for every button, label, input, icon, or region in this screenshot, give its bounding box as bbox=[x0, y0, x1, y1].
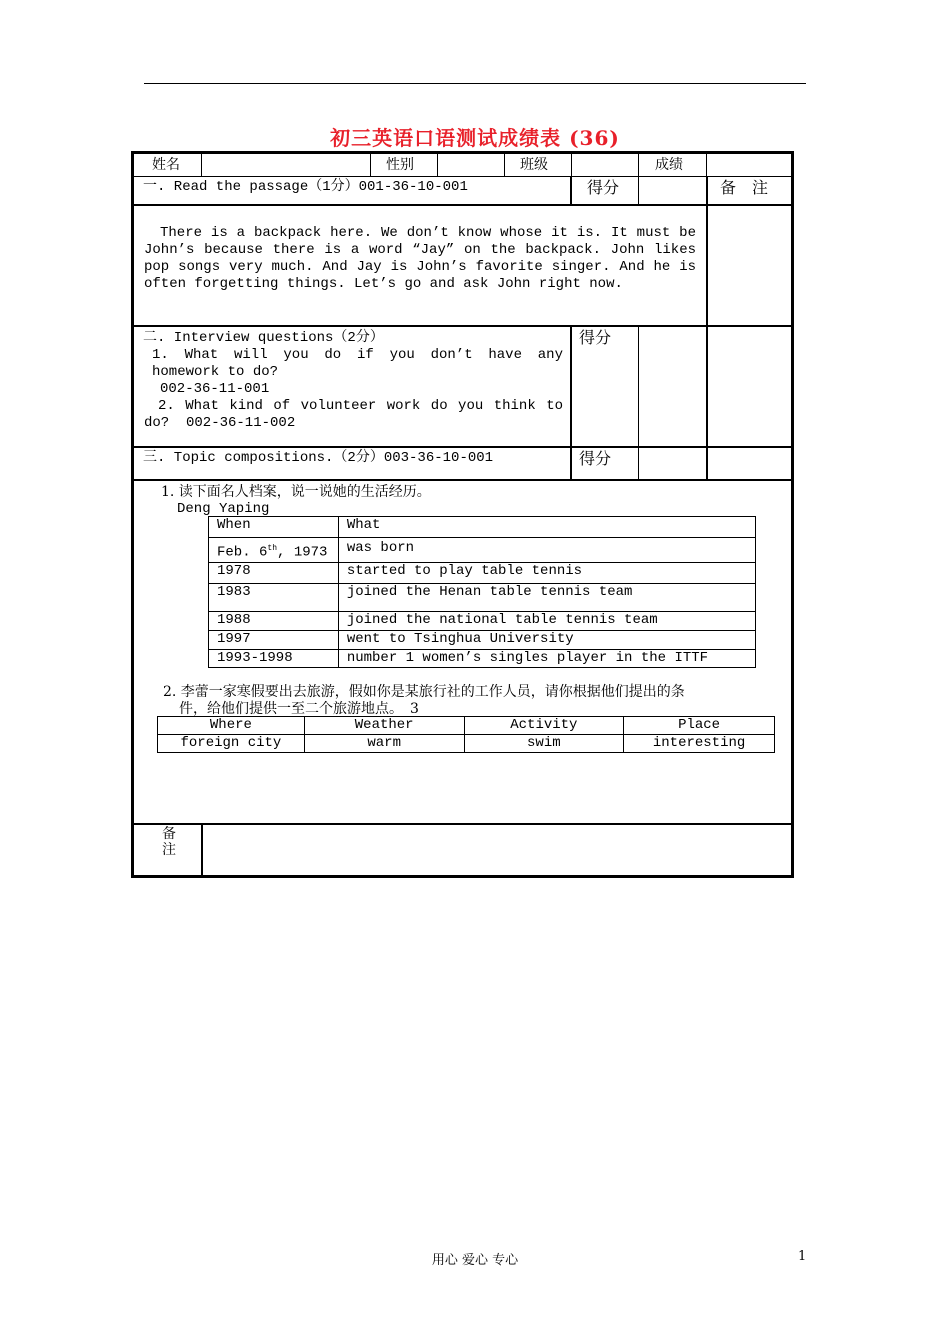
page-title: 初三英语口语测试成绩表 (36) bbox=[330, 126, 620, 150]
timeline-header-when: When bbox=[209, 517, 339, 538]
travel-header-weather: Weather bbox=[304, 717, 464, 735]
gender-label: 性别 bbox=[386, 157, 414, 173]
travel-value-weather: warm bbox=[304, 735, 464, 753]
timeline-table bbox=[208, 516, 756, 668]
name-label: 姓名 bbox=[152, 157, 180, 173]
task2-prompt-line1: 2. 李蕾一家寒假要出去旅游，假如你是某旅行社的工作人员，请你根据他们提出的条 bbox=[163, 684, 685, 700]
section1-score-label: 得分 bbox=[587, 178, 620, 197]
interview-question-1-code: 002-36-11-001 bbox=[160, 381, 270, 397]
travel-value-row bbox=[158, 735, 775, 753]
timeline-row bbox=[209, 562, 756, 583]
reading-passage: There is a backpack here. We don’t know whose it is. It must be John’s because there is a word “Jay” on the backpack. John likes pop songs very much. And Jay is John’s favorite singer. And he is often forgetting things. Let’s go and ask John right now. bbox=[144, 225, 696, 292]
timeline-header-what: What bbox=[338, 517, 755, 538]
timeline-when: 1993-1998 bbox=[209, 649, 339, 667]
timeline-row bbox=[209, 583, 756, 611]
travel-header-activity: Activity bbox=[464, 717, 624, 735]
timeline-when: 1997 bbox=[209, 630, 339, 649]
remark-label: 备 注 bbox=[720, 178, 769, 197]
section2-score-label: 得分 bbox=[579, 328, 612, 347]
timeline-what: joined the national table tennis team bbox=[338, 611, 755, 630]
timeline-row bbox=[209, 538, 756, 563]
interview-question-1: 1. What will you do if you don’t have any homework to do? bbox=[152, 347, 563, 380]
timeline-when: 1988 bbox=[209, 611, 339, 630]
section2-score-field[interactable] bbox=[639, 327, 704, 445]
timeline-what: was born bbox=[338, 538, 755, 563]
class-field[interactable] bbox=[572, 156, 637, 175]
total-score-label: 成绩 bbox=[655, 157, 683, 173]
total-score-field[interactable] bbox=[707, 156, 789, 175]
name-field[interactable] bbox=[202, 156, 369, 175]
timeline-row bbox=[209, 630, 756, 649]
top-rule bbox=[144, 83, 806, 84]
section3-score-field[interactable] bbox=[639, 448, 704, 478]
travel-value-place: interesting bbox=[624, 735, 775, 753]
timeline-when: 1983 bbox=[209, 583, 339, 611]
remarks-label: 备注 bbox=[162, 826, 176, 858]
page-number: 1 bbox=[798, 1249, 807, 1264]
timeline-what: started to play table tennis bbox=[338, 562, 755, 583]
travel-header-place: Place bbox=[624, 717, 775, 735]
footer-text: 用心 爱心 专心 bbox=[431, 1253, 519, 1268]
interview-question-2-code: 002-36-11-002 bbox=[186, 415, 296, 431]
gender-field[interactable] bbox=[438, 156, 503, 175]
remarks-field[interactable] bbox=[204, 825, 789, 873]
section3-score-label: 得分 bbox=[579, 449, 612, 468]
section2-heading: 二. Interview questions（2分） bbox=[143, 330, 384, 346]
timeline-when: 1978 bbox=[209, 562, 339, 583]
section3-heading: 三. Topic compositions.（2分）003-36-10-001 bbox=[143, 450, 494, 466]
task1-prompt: 1. 读下面名人档案，说一说她的生活经历。 bbox=[161, 484, 431, 500]
timeline-what: number 1 women’s singles player in the ITTF bbox=[338, 649, 755, 667]
task2-prompt-line2: 件，给他们提供一至二个旅游地点。 3 bbox=[179, 701, 419, 717]
class-label: 班级 bbox=[520, 157, 548, 173]
timeline-when: Feb. 6th, 1973 bbox=[209, 538, 339, 563]
timeline-row bbox=[209, 649, 756, 667]
travel-conditions-table bbox=[157, 716, 775, 753]
task1-person: Deng Yaping bbox=[177, 501, 270, 517]
timeline-what: went to Tsinghua University bbox=[338, 630, 755, 649]
timeline-row bbox=[209, 611, 756, 630]
travel-header-row bbox=[158, 717, 775, 735]
section1-heading: 一. Read the passage（1分）001-36-10-001 bbox=[143, 179, 468, 195]
travel-header-where: Where bbox=[158, 717, 305, 735]
score-sheet-frame bbox=[131, 151, 794, 878]
timeline-what: joined the Henan table tennis team bbox=[338, 583, 755, 611]
section1-score-field[interactable] bbox=[639, 178, 704, 203]
timeline-header-row bbox=[209, 517, 756, 538]
interview-question-2: 2. What kind of volunteer work do you think to do? bbox=[144, 398, 563, 431]
travel-value-where: foreign city bbox=[158, 735, 305, 753]
travel-value-activity: swim bbox=[464, 735, 624, 753]
